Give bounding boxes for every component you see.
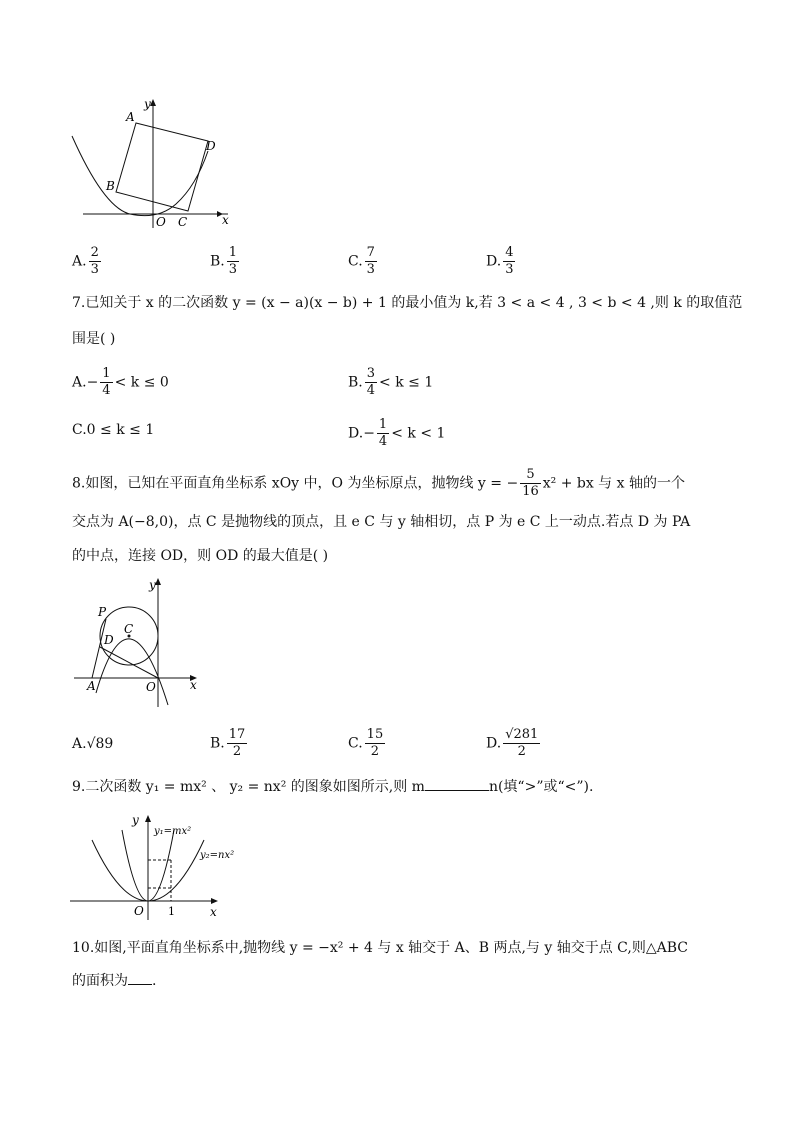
q6-option-a: A. $\frac{2}{3}$ [72, 245, 99, 277]
label-one: 1 [168, 905, 175, 918]
label-y: y [149, 578, 156, 592]
q10-answer-blank [128, 984, 152, 985]
q9-stem: 9.二次函数 y₁ = mx² 、 y₂ = nx² 的图象如图所示,则 m n(填“>”或“<”). [72, 779, 594, 795]
label-y1: y₁=mx² [154, 826, 192, 837]
label-c: C [124, 622, 134, 636]
q7-option-a: A.− $\frac{1}{4}$ < k ≤ 0 [72, 366, 169, 398]
q6-option-c: C. $\frac{7}{3}$ [348, 245, 375, 277]
q9-figure [70, 812, 250, 924]
parabola [72, 136, 208, 216]
label-a: A [87, 679, 96, 693]
label-y: y [132, 813, 139, 827]
label-y: y [144, 97, 151, 111]
q7-stem-line1: 7.已知关于 x 的二次函数 y = (x − a)(x − b) + 1 的最小值为 k,若 3 < a < 4 , 3 < b < 4 ,则 k 的取值范 [72, 295, 743, 311]
q6-figure [68, 96, 238, 231]
q7-option-c: C.0 ≤ k ≤ 1 [72, 422, 155, 438]
label-o: O [146, 680, 156, 694]
q10-stem-line2: 的面积为 . [72, 973, 157, 989]
q7-stem-line2: 围是( ) [72, 331, 116, 347]
y-axis-arrow [155, 578, 161, 585]
q8-figure [72, 575, 207, 710]
q8-stem-line3: 的中点，连接 OD，则 OD 的最大值是( ) [72, 548, 329, 564]
q8-option-d: D. $\frac{√281}{2}$ [486, 727, 539, 759]
label-d: D [206, 139, 216, 153]
label-b: B [106, 179, 115, 193]
y-axis-arrow [145, 815, 151, 822]
q8-option-a: A.√89 [72, 736, 114, 752]
q7-option-d: D.− $\frac{1}{4}$ < k < 1 [348, 417, 446, 449]
label-x: x [222, 213, 229, 227]
label-o: O [134, 904, 144, 918]
label-c: C [178, 215, 188, 229]
label-o: O [156, 215, 166, 229]
q8-option-c: C. $\frac{15}{2}$ [348, 727, 384, 759]
q8-stem-line2: 交点为 A(−8,0)，点 C 是抛物线的顶点，且 e C 与 y 轴相切，点 P 为 e C 上一动点.若点 D 为 PA [72, 514, 691, 530]
x-axis-arrow [211, 898, 218, 904]
label-y2: y₂=nx² [200, 850, 235, 861]
square-abcd [116, 123, 208, 211]
q8-stem-line1: 8.如图，已知在平面直角坐标系 xOy 中，O 为坐标原点，抛物线 y = − $\frac{5}{16}$ x² + bx 与 x 轴的一个 [72, 467, 685, 499]
label-x: x [210, 905, 217, 919]
q10-stem-line1: 10.如图,平面直角坐标系中,抛物线 y = −x² + 4 与 x 轴交于 A、B 两点,与 y 轴交于点 C,则△ABC [72, 940, 688, 956]
label-p: P [98, 605, 107, 619]
parabola [96, 639, 168, 705]
q9-answer-blank [425, 790, 489, 791]
label-d: D [104, 633, 114, 647]
q8-option-b: B. $\frac{17}{2}$ [210, 727, 246, 759]
segment-od [100, 647, 158, 678]
label-x: x [190, 678, 197, 692]
q6-option-b: B. $\frac{1}{3}$ [210, 245, 238, 277]
q7-option-b: B. $\frac{3}{4}$ < k ≤ 1 [348, 366, 434, 398]
q6-option-d: D. $\frac{4}{3}$ [486, 245, 514, 277]
label-a: A [126, 110, 135, 124]
y-axis-arrow [150, 99, 156, 106]
